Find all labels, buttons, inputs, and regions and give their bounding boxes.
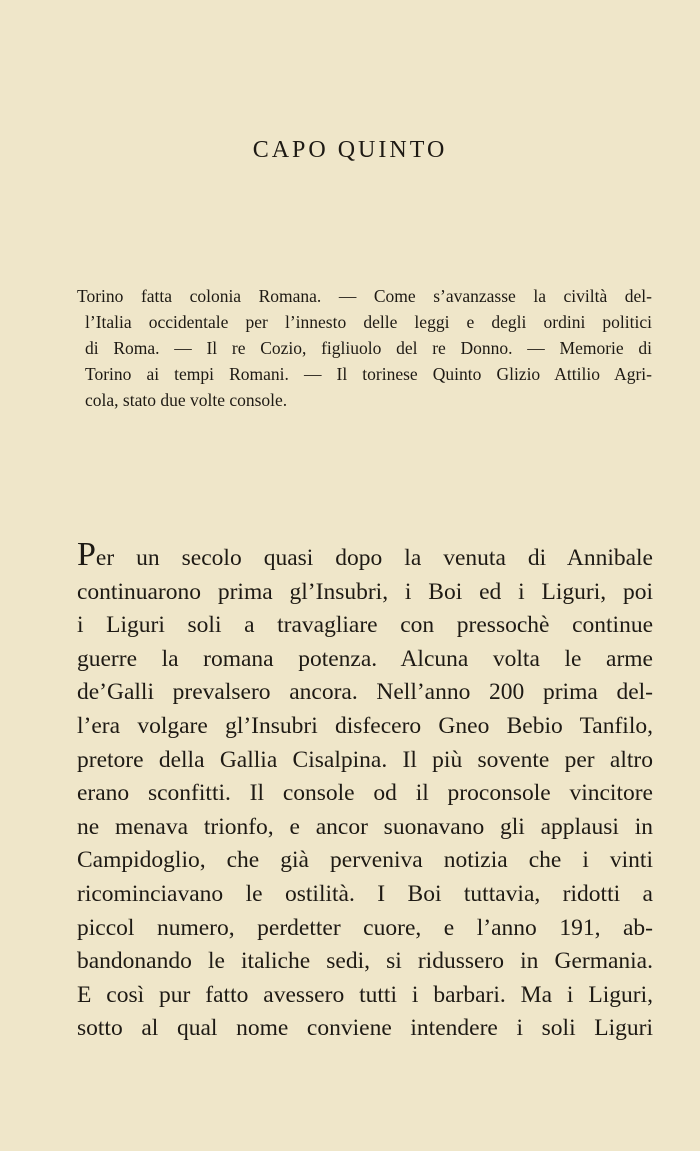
chapter-summary <box>77 283 652 413</box>
body-line: bandonando le italiche sedi, si ridussero in Germania. <box>77 948 653 975</box>
summary-line: cola, stato due volte console. <box>85 390 288 410</box>
summary-line: Torino ai tempi Romani. — Il torinese Quinto Glizio Attilio Agri- <box>85 364 652 384</box>
first-line-text: er un secolo quasi dopo la venuta di Annibale <box>95 545 653 571</box>
summary-line: di Roma. — Il re Cozio, figliuolo del re Donno. — Memorie di <box>85 338 652 358</box>
body-line: continuarono prima gl’Insubri, i Boi ed i Liguri, poi <box>77 578 653 605</box>
body-line: E così pur fatto avessero tutti i barbari. Ma i Liguri, <box>77 981 653 1008</box>
body-line: Campidoglio, che già perveniva notizia che i vinti <box>77 847 653 874</box>
chapter-title: CAPO QUINTO <box>252 137 448 163</box>
body-line: erano sconfitti. Il console od il proconsole vincitore <box>77 780 653 807</box>
body-line-first <box>77 538 653 576</box>
body-line: l’era volgare gl’Insubri disfecero Gneo Bebio Tanfilo, <box>77 712 653 739</box>
body-text <box>77 538 653 1046</box>
body-line: pretore della Gallia Cisalpina. Il più sovente per altro <box>77 746 653 773</box>
body-line: piccol numero, perdetter cuore, e l’anno 191, ab- <box>77 914 653 941</box>
summary-line: Torino fatta colonia Romana. — Come s’avanzasse la civiltà del- <box>77 286 652 306</box>
body-line: guerre la romana potenza. Alcuna volta le arme <box>77 645 653 672</box>
body-line: sotto al qual nome conviene intendere i soli Liguri <box>77 1015 653 1042</box>
body-line: ne menava trionfo, e ancor suonavano gli applausi in <box>77 813 653 840</box>
drop-cap: P <box>77 536 96 573</box>
body-line: i Liguri soli a travagliare con pressochè continue <box>77 612 653 639</box>
body-line: ricominciavano le ostilità. I Boi tuttavia, ridotti a <box>77 880 653 907</box>
summary-line: l’Italia occidentale per l’innesto delle leggi e degli ordini politici <box>85 312 652 332</box>
body-line: de’Galli prevalsero ancora. Nell’anno 200 prima del- <box>77 679 653 706</box>
